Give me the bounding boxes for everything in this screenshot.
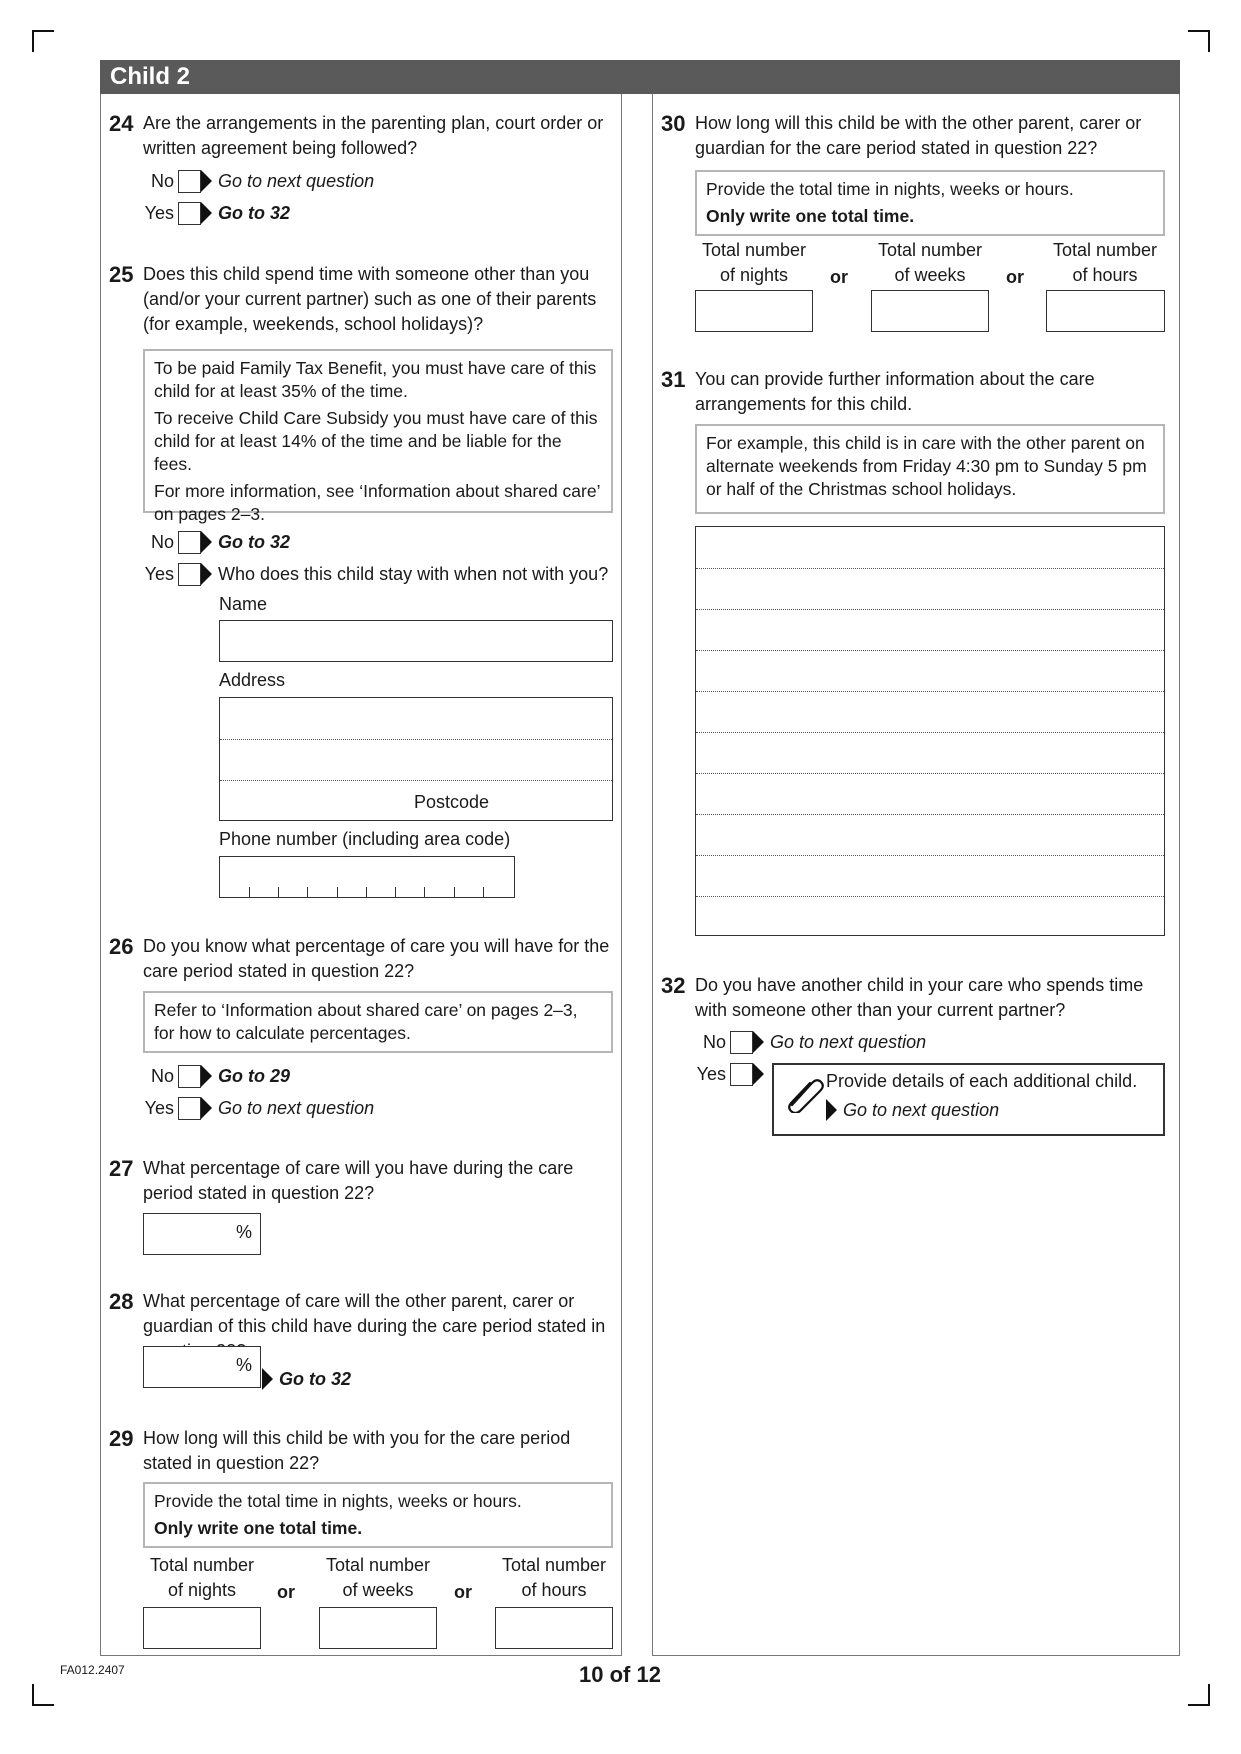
arrow-icon	[753, 1031, 764, 1053]
arrow-icon	[201, 202, 212, 224]
q28-percentage-input[interactable]	[143, 1346, 261, 1388]
crop-mark-bottom-left	[32, 1684, 54, 1706]
checkbox[interactable]	[178, 1065, 201, 1088]
q29-info-note	[143, 1482, 613, 1548]
option-label: No	[150, 1065, 174, 1086]
q28-text: What percentage of care will the other parent, carer or guardian of this child have during the care period stated in	[143, 1291, 606, 1336]
page-number: 10 of 12	[579, 1662, 661, 1687]
arrow-icon	[201, 563, 212, 585]
digit-tick	[395, 887, 396, 897]
checkbox[interactable]	[178, 531, 201, 554]
q31-info-note: For example, this child is in care with the other parent on alternate weekends from Friday 4:30 pm to Sunday 5 pm or half of the Christmas school holidays.	[695, 424, 1165, 514]
checkbox[interactable]	[178, 1097, 201, 1120]
q29-weeks-label: Total number of weeks	[325, 1555, 431, 1600]
paperclip-icon	[782, 1073, 826, 1113]
option-label: Yes	[144, 202, 174, 223]
goto-text: Go to next question	[770, 1031, 927, 1052]
dotted-line	[696, 896, 1164, 897]
or-label: or	[1006, 267, 1024, 287]
dotted-line	[696, 691, 1164, 692]
q27-percentage-input[interactable]	[143, 1213, 261, 1255]
q30-number: 30	[661, 111, 686, 136]
q29-hours-label: Total number of hours	[501, 1555, 607, 1600]
q29-weeks-input[interactable]	[319, 1607, 437, 1649]
option-label: Yes	[144, 563, 174, 584]
option-label: No	[150, 531, 174, 552]
checkbox[interactable]	[178, 170, 201, 193]
q31-number: 31	[661, 367, 686, 392]
q25-text: Does this child spend time with someone other than you (and/or your current partner) such as one of their parents (for example, weekends, school holidays)?	[143, 264, 597, 334]
address-label: Address	[219, 670, 286, 690]
dotted-line	[696, 855, 1164, 856]
note-line: Provide the total time in nights, weeks or hours.	[706, 179, 1074, 199]
digit-tick	[483, 887, 484, 897]
q25-info-note	[143, 349, 613, 524]
q28-goto	[262, 1366, 351, 1392]
option-text: Who does this child stay with when not with you?	[218, 563, 609, 584]
arrow-icon	[201, 1097, 212, 1119]
q27-text: What percentage of care will you have during the care period stated in question 22?	[143, 1158, 574, 1203]
q29-number: 29	[109, 1426, 134, 1451]
section-header	[100, 60, 1180, 94]
q30-text: How long will this child be with the other parent, carer or guardian for the care period stated in question 22?	[695, 113, 1142, 158]
dotted-line	[696, 773, 1164, 774]
goto-text: Go to 32	[218, 531, 291, 552]
note-paragraph: For more information, see ‘Information about shared care’ on pages 2–3.	[154, 481, 600, 524]
q26-info-note: Refer to ‘Information about shared care’ on pages 2–3, for how to calculate percentages.	[143, 991, 613, 1053]
q27-number: 27	[109, 1156, 134, 1181]
or-label: or	[277, 1582, 295, 1602]
q25-number: 25	[109, 262, 134, 287]
arrow-icon	[201, 531, 212, 553]
option-label: No	[150, 170, 174, 191]
attach-text: Provide details of each additional child.	[826, 1071, 1138, 1091]
checkbox[interactable]	[178, 202, 201, 225]
q28-number: 28	[109, 1289, 134, 1314]
arrow-icon	[201, 170, 212, 192]
q31-text: You can provide further information about the care arrangements for this child.	[695, 369, 1095, 414]
note-paragraph: To be paid Family Tax Benefit, you must have care of this child for at least 35% of the time.	[154, 358, 597, 401]
q25-option-no	[138, 529, 290, 555]
q32-attachment-box	[772, 1063, 1165, 1136]
digit-tick	[366, 887, 367, 897]
arrow-icon	[826, 1099, 837, 1121]
q26-number: 26	[109, 934, 134, 959]
dotted-line	[696, 650, 1164, 651]
goto-text: Go to 32	[279, 1368, 352, 1389]
goto-text: Go to next question	[843, 1099, 1000, 1120]
section-title: Child 2	[110, 63, 191, 90]
q32-text: Do you have another child in your care who spends time with someone other than your current partner?	[695, 975, 1144, 1020]
crop-mark-top-left	[32, 30, 54, 52]
q30-hours-input[interactable]	[1046, 290, 1165, 332]
note-line-bold: Only write one total time.	[154, 1518, 363, 1538]
phone-input[interactable]	[219, 856, 515, 898]
digit-tick	[454, 887, 455, 897]
q24-text: Are the arrangements in the parenting plan, court order or written agreement being followed?	[143, 113, 604, 158]
q26-text: Do you know what percentage of care you will have for the care period stated in question 22?	[143, 936, 610, 981]
dotted-line	[220, 739, 612, 740]
dotted-line	[696, 814, 1164, 815]
name-input[interactable]	[219, 620, 613, 662]
q31-further-info-input[interactable]	[695, 526, 1165, 936]
dotted-line	[696, 732, 1164, 733]
postcode-label: Postcode	[414, 792, 490, 812]
crop-mark-bottom-right	[1188, 1684, 1210, 1706]
digit-tick	[424, 887, 425, 897]
arrow-icon	[262, 1368, 273, 1390]
q30-info-note	[695, 170, 1165, 236]
q29-hours-input[interactable]	[495, 1607, 613, 1649]
crop-mark-top-right	[1188, 30, 1210, 52]
q29-nights-input[interactable]	[143, 1607, 261, 1649]
digit-tick	[337, 887, 338, 897]
arrow-icon	[201, 1065, 212, 1087]
q30-nights-input[interactable]	[695, 290, 813, 332]
checkbox[interactable]	[178, 563, 201, 586]
form-code: FA012.2407	[60, 1663, 125, 1677]
dotted-line	[696, 609, 1164, 610]
option-label: No	[702, 1031, 726, 1052]
percent-unit: %	[235, 1355, 252, 1375]
or-label: or	[454, 1582, 472, 1602]
note-paragraph: To receive Child Care Subsidy you must have care of this child for at least 14% of the time and be liable for the fees.	[154, 408, 598, 474]
q32-number: 32	[661, 973, 686, 998]
q30-weeks-input[interactable]	[871, 290, 989, 332]
checkbox[interactable]	[730, 1031, 753, 1054]
q26-option-no	[138, 1063, 290, 1089]
goto-text: Go to next question	[218, 170, 375, 191]
or-label: or	[830, 267, 848, 287]
attach-goto	[826, 1099, 999, 1121]
q29-text: How long will this child be with you for the care period stated in question 22?	[143, 1428, 571, 1473]
arrow-icon	[753, 1063, 764, 1085]
digit-tick	[307, 887, 308, 897]
phone-label: Phone number (including area code)	[219, 829, 511, 849]
address-input[interactable]	[219, 697, 613, 821]
dotted-line	[696, 568, 1164, 569]
dotted-line	[220, 780, 612, 781]
q24-option-yes	[138, 200, 290, 226]
q25-option-yes	[138, 561, 608, 587]
note-line-bold: Only write one total time.	[706, 206, 915, 226]
percent-unit: %	[235, 1222, 252, 1242]
q30-nights-label: Total number of nights	[701, 240, 807, 285]
q32-option-no	[690, 1029, 926, 1055]
q24-number: 24	[109, 111, 134, 136]
option-label: Yes	[696, 1063, 726, 1084]
option-label: Yes	[144, 1097, 174, 1118]
digit-tick	[249, 887, 250, 897]
q30-hours-label: Total number of hours	[1052, 240, 1158, 285]
name-label: Name	[219, 594, 268, 614]
q24-option-no	[138, 168, 374, 194]
digit-tick	[278, 887, 279, 897]
q26-option-yes	[138, 1095, 374, 1121]
goto-text: Go to 32	[218, 202, 291, 223]
checkbox[interactable]	[730, 1063, 753, 1086]
goto-text: Go to 29	[218, 1065, 291, 1086]
q29-nights-label: Total number of nights	[149, 1555, 255, 1600]
note-line: Provide the total time in nights, weeks or hours.	[154, 1491, 522, 1511]
q32-option-yes	[690, 1061, 770, 1087]
q30-weeks-label: Total number of weeks	[877, 240, 983, 285]
goto-text: Go to next question	[218, 1097, 375, 1118]
